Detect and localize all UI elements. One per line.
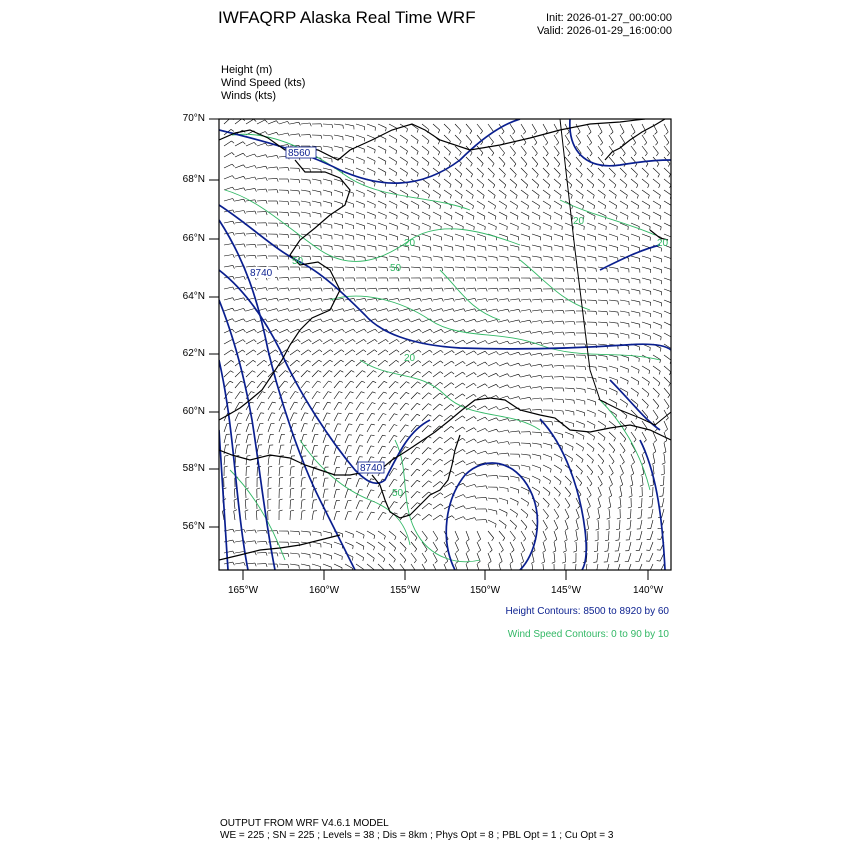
wind-barb-flag bbox=[445, 572, 448, 574]
height-label: 8740 bbox=[250, 268, 273, 279]
wind-barb-flag bbox=[540, 573, 543, 574]
wind-barb-flag bbox=[487, 573, 490, 575]
lat-label: 60°N bbox=[182, 406, 205, 417]
height-contour-note: Height Contours: 8500 to 8920 by 60 bbox=[505, 606, 669, 617]
wind-barb-flag bbox=[672, 238, 673, 242]
wind-label: 20 bbox=[573, 216, 585, 227]
wind-barb-flag bbox=[672, 315, 673, 318]
plot-title: IWFAQRP Alaska Real Time WRF bbox=[218, 8, 476, 27]
lon-label: 145°W bbox=[550, 585, 582, 596]
footer-model: OUTPUT FROM WRF V4.6.1 MODEL bbox=[220, 818, 389, 829]
wind-barb-flag bbox=[551, 573, 554, 574]
field-winds: Winds (kts) bbox=[221, 90, 276, 102]
wind-barb-flag bbox=[561, 573, 564, 574]
lon-label: 140°W bbox=[632, 585, 664, 596]
wind-contour-note: Wind Speed Contours: 0 to 90 by 10 bbox=[507, 629, 669, 640]
wind-barb-flag bbox=[414, 572, 416, 575]
height-label: 8740 bbox=[360, 463, 383, 474]
wind-barb-flag bbox=[520, 573, 523, 575]
field-height: Height (m) bbox=[221, 64, 273, 76]
wind-barb-flag bbox=[572, 573, 575, 574]
valid-time: Valid: 2026-01-29_16:00:00 bbox=[537, 25, 672, 37]
lat-label: 68°N bbox=[182, 174, 205, 185]
lon-label: 150°W bbox=[469, 585, 501, 596]
wind-barb-flag bbox=[657, 571, 660, 572]
wind-label: 50 bbox=[390, 263, 402, 274]
init-time: Init: 2026-01-27_00:00:00 bbox=[546, 12, 672, 24]
wind-barb-flag bbox=[530, 573, 533, 574]
lat-label: 56°N bbox=[182, 521, 205, 532]
lat-label: 62°N bbox=[182, 348, 205, 359]
wind-label: 20 bbox=[657, 238, 669, 249]
model-footer bbox=[220, 818, 613, 842]
wind-barb-flag bbox=[509, 573, 512, 575]
wind-label: 20 bbox=[404, 238, 416, 249]
wind-label: 20 bbox=[404, 353, 416, 364]
wind-barb-flag bbox=[434, 572, 437, 574]
lat-label: 64°N bbox=[182, 291, 205, 302]
lat-label: 66°N bbox=[182, 233, 205, 244]
wind-barb-flag bbox=[582, 573, 585, 574]
wind-barb-flag bbox=[424, 572, 426, 575]
wind-barb-flag bbox=[466, 573, 469, 575]
lat-label: 58°N bbox=[182, 463, 205, 474]
lat-label: 70°N bbox=[182, 113, 205, 124]
lon-label: 155°W bbox=[389, 585, 421, 596]
height-label: 8560 bbox=[288, 148, 311, 159]
lon-label: 160°W bbox=[308, 585, 340, 596]
wind-barb-flag bbox=[455, 573, 458, 575]
lon-label: 165°W bbox=[227, 585, 259, 596]
wind-label: 50 bbox=[292, 256, 304, 267]
field-wind-speed: Wind Speed (kts) bbox=[221, 77, 306, 89]
wind-label: 50 bbox=[392, 488, 404, 499]
wind-barb-flag bbox=[383, 570, 385, 573]
wind-barb-flag bbox=[393, 571, 395, 574]
wind-barb-flag bbox=[477, 573, 480, 575]
wind-barb-flag bbox=[498, 573, 501, 575]
footer-settings: WE = 225 ; SN = 225 ; Levels = 38 ; Dis = 8km ; Phys Opt = 8 ; PBL Opt = 1 ; Cu Opt = 3 bbox=[220, 830, 614, 841]
